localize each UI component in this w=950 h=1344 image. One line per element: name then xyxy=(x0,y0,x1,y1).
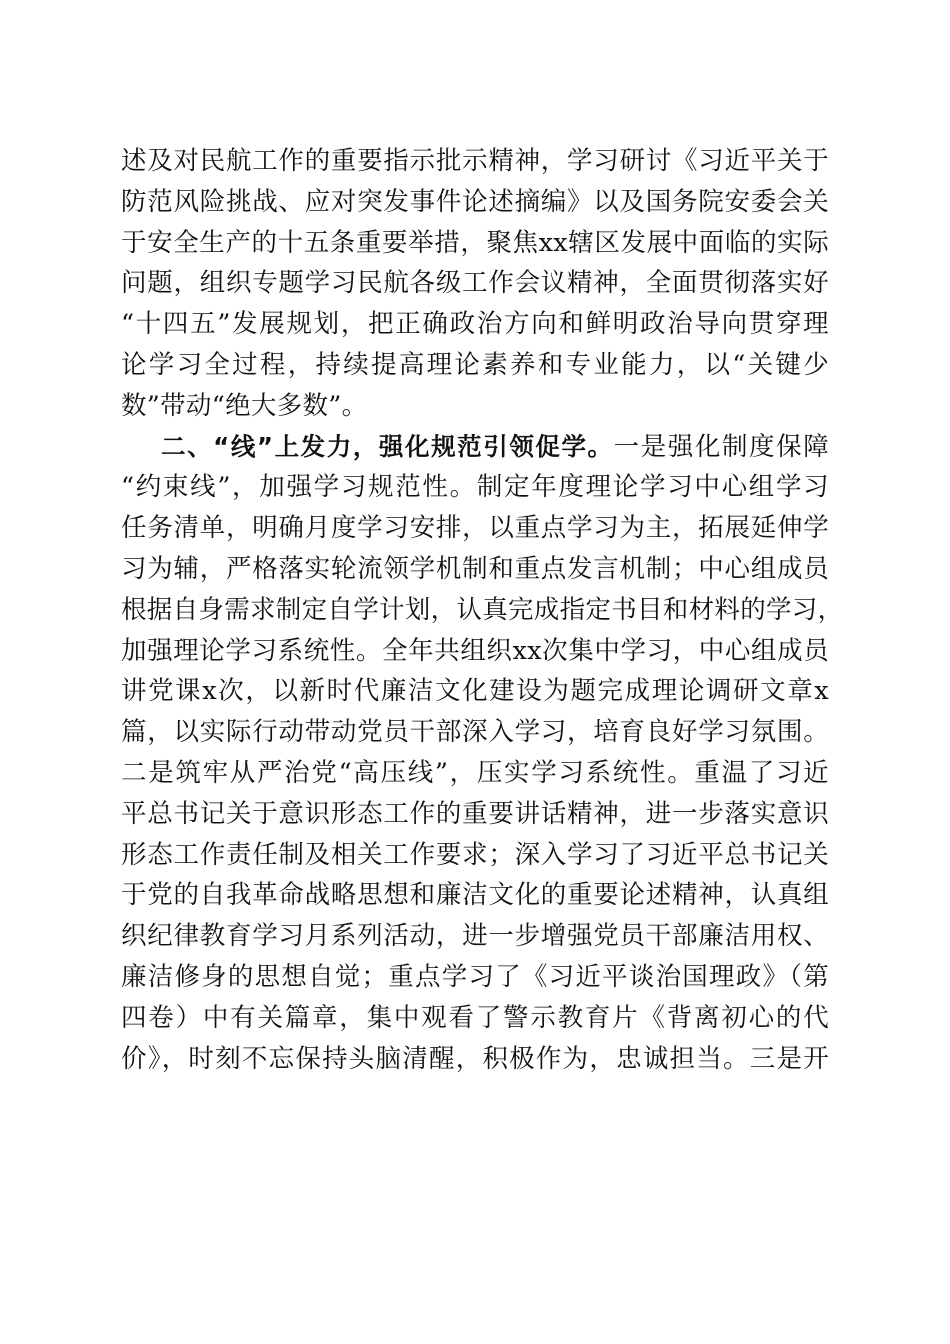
text-line: 于安全生产的十五条重要举措，聚焦xx辖区发展中面临的实际 xyxy=(121,227,829,258)
text-line: 廉洁修身的思想自觉；重点学习了《习近平谈治国理政》（第 xyxy=(121,961,829,992)
text-line: 数”带动“绝大多数”。 xyxy=(121,390,368,421)
text-line: “约束线”，加强学习规范性。制定年度理论学习中心组学习 xyxy=(121,472,829,503)
text-line: 讲党课x次，以新时代廉洁文化建设为题完成理论调研文章x xyxy=(121,676,829,707)
text-line: 述及对民航工作的重要指示批示精神，学习研讨《习近平关于 xyxy=(121,146,829,176)
text-line: 四卷）中有关篇章，集中观看了警示教育片《背离初心的代 xyxy=(121,1002,829,1033)
text-line: 价》，时刻不忘保持头脑清醒，积极作为，忠诚担当。三是开 xyxy=(121,1043,829,1074)
text-line: 防范风险挑战、应对突发事件论述摘编》以及国务院安委会关 xyxy=(121,186,829,217)
text-line: 习为辅，严格落实轮流领学机制和重点发言机制；中心组成员 xyxy=(121,553,829,584)
text-line: 加强理论学习系统性。全年共组织xx次集中学习，中心组成员 xyxy=(121,635,829,666)
body-text xyxy=(121,141,844,1079)
text-line: “十四五”发展规划，把正确政治方向和鲜明政治导向贯穿理 xyxy=(121,309,829,340)
section-heading: 二、“线”上发力，强化规范引领促学。 xyxy=(161,431,614,461)
text-line: 问题，组织专题学习民航各级工作会议精神，全面贯彻落实好 xyxy=(121,268,829,299)
section-intro-text: 一是强化制度保障 xyxy=(613,431,829,462)
section-heading-line xyxy=(121,427,829,468)
text-line: 论学习全过程，持续提高理论素养和专业能力，以“关键少 xyxy=(121,349,829,380)
text-line: 根据自身需求制定自学计划，认真完成指定书目和材料的学习， xyxy=(121,594,844,625)
text-line: 形态工作责任制及相关工作要求；深入学习了习近平总书记关 xyxy=(121,839,829,870)
text-line: 织纪律教育学习月系列活动，进一步增强党员干部廉洁用权、 xyxy=(121,921,829,952)
text-line: 篇，以实际行动带动党员干部深入学习，培育良好学习氛围。 xyxy=(121,717,829,748)
text-line: 二是筑牢从严治党“高压线”，压实学习系统性。重温了习近 xyxy=(121,757,829,788)
text-line: 任务清单，明确月度学习安排，以重点学习为主，拓展延伸学 xyxy=(121,513,829,544)
text-line: 平总书记关于意识形态工作的重要讲话精神，进一步落实意识 xyxy=(121,798,829,829)
text-line: 于党的自我革命战略思想和廉洁文化的重要论述精神，认真组 xyxy=(121,880,829,911)
